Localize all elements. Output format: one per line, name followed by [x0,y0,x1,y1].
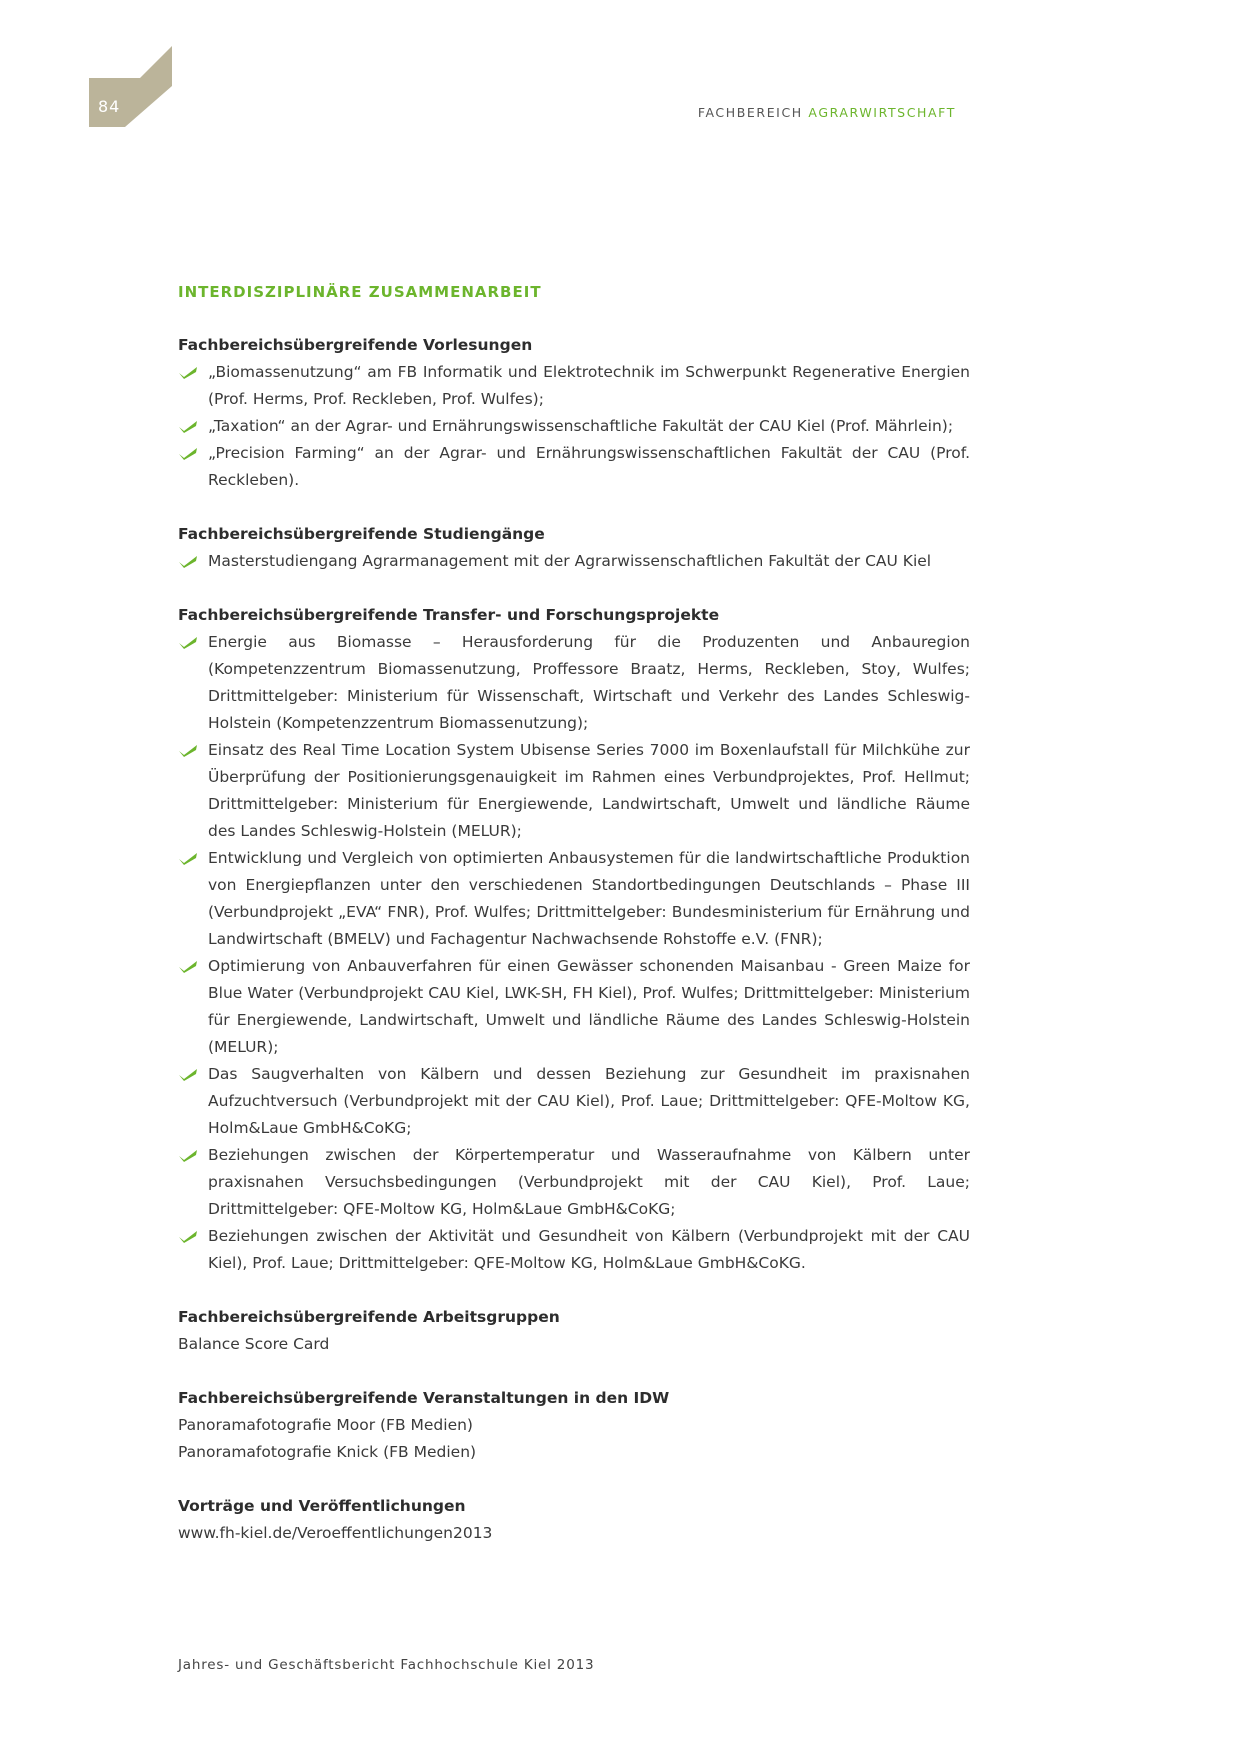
list-item [178,1061,970,1142]
list-item [178,1142,970,1223]
list-item [178,548,970,575]
publications-link[interactable]: www.fh-kiel.de/Veroeffentlichungen2013 [178,1524,493,1542]
programs-list [178,548,970,575]
list-item-text: Beziehungen zwischen der Körpertemperatur und Wasseraufnahme von Kälbern unter praxisnahen Versuchsbedingungen (Verbundprojekt mit der CAU Kiel), Prof. Laue; Drittmittelgeber: QFE-Moltow KG, Holm&Laue GmbH&CoKG; [208,1146,970,1218]
workgroups-heading: Fachbereichsübergreifende Arbeitsgruppen [178,1308,560,1326]
projects-section [178,602,970,1277]
list-item-text: Beziehungen zwischen der Aktivität und Gesundheit von Kälbern (Verbundprojekt mit der CAU Kiel), Prof. Laue; Drittmittelgeber: QFE-Moltow KG, Holm&Laue GmbH&CoKG. [208,1227,970,1272]
check-icon [178,743,198,757]
list-item-text: Optimierung von Anbauverfahren für einen Gewässer schonenden Maisanbau - Green Maize for Blue Water (Verbundprojekt CAU Kiel, LWK-SH, FH Kiel), Prof. Wulfes; Drittmittelgeber: Ministerium für Energiewende, Landwirtschaft, Umwelt und ländliche Räume des Landes Schleswig-Holstein (MELUR); [208,957,970,1056]
page-corner-shape [0,0,240,140]
list-item-text: Einsatz des Real Time Location System Ubisense Series 7000 im Boxenlaufstall für Milchkühe zur Überprüfung der Positionierungsgenauigkeit im Rahmen eines Verbundprojektes, Prof. Hellmut; Drittmittelgeber: Ministerium für Energiewende, Landwirtschaft, Umwelt und ländliche Räume des Landes Schleswig-Holstein (MELUR); [208,741,970,840]
check-icon [178,1067,198,1081]
event-line: Panoramafotografie Knick (FB Medien) [178,1443,477,1461]
publications-heading: Vorträge und Veröffentlichungen [178,1497,466,1515]
check-icon [178,554,198,568]
list-item [178,629,970,737]
section-header [698,105,956,120]
page-title: INTERDISZIPLINÄRE ZUSAMMENARBEIT [178,283,542,301]
events-heading: Fachbereichsübergreifende Veranstaltungen in den IDW [178,1389,670,1407]
section-name: AGRARWIRTSCHAFT [808,105,956,120]
check-icon [178,851,198,865]
check-icon [178,1229,198,1243]
event-line: Panoramafotografie Moor (FB Medien) [178,1416,473,1434]
page-footer: Jahres- und Geschäftsbericht Fachhochschule Kiel 2013 [178,1657,595,1673]
list-item-text: Entwicklung und Vergleich von optimierten Anbausystemen für die landwirtschaftliche Produktion von Energiepflanzen unter den verschiedenen Standortbedingungen Deutschlands – Phase III (Verbundprojekt „EVA“ FNR), Prof. Wulfes; Drittmittelgeber: Bundesministerium für Ernährung und Landwirtschaft (BMELV) und Fachagentur Nachwachsende Rohstoffe e.V. (FNR); [208,849,970,948]
publications-section [178,1493,970,1547]
list-item [178,359,970,413]
list-item [178,413,970,440]
check-icon [178,959,198,973]
check-icon [178,419,198,433]
list-item-text: Das Saugverhalten von Kälbern und dessen Beziehung zur Gesundheit im praxisnahen Aufzuchtversuch (Verbundprojekt mit der CAU Kiel), Prof. Laue; Drittmittelgeber: QFE-Moltow KG, Holm&Laue GmbH&CoKG; [208,1065,970,1137]
lectures-list [178,359,970,494]
list-item [178,1223,970,1277]
page-number: 84 [98,97,121,116]
check-icon [178,1148,198,1162]
lectures-heading: Fachbereichsübergreifende Vorlesungen [178,336,533,354]
check-icon [178,446,198,460]
programs-section [178,521,970,575]
list-item [178,953,970,1061]
projects-heading: Fachbereichsübergreifende Transfer- und Forschungsprojekte [178,606,720,624]
workgroups-section [178,1304,970,1358]
check-icon [178,635,198,649]
check-icon [178,365,198,379]
projects-list [178,629,970,1277]
list-item-text: Energie aus Biomasse – Herausforderung für die Produzenten und Anbauregion (Kompetenzzentrum Biomassenutzung, Proffessore Braatz, Herms, Reckleben, Stoy, Wulfes; Drittmittelgeber: Ministerium für Wissenschaft, Wirtschaft und Verkehr des Landes Schleswig-Holstein (Kompetenzzentrum Biomassenutzung); [208,633,970,732]
events-section [178,1385,970,1466]
main-content [178,283,970,1574]
list-item-text: „Taxation“ an der Agrar- und Ernährungswissenschaftliche Fakultät der CAU Kiel (Prof. Mährlein); [208,417,954,435]
lectures-section [178,332,970,494]
workgroup-line: Balance Score Card [178,1335,330,1353]
list-item-text: Masterstudiengang Agrarmanagement mit der Agrarwissenschaftlichen Fakultät der CAU Kiel [208,552,932,570]
section-prefix: FACHBEREICH [697,105,803,120]
programs-heading: Fachbereichsübergreifende Studiengänge [178,525,545,543]
list-item [178,845,970,953]
list-item [178,440,970,494]
list-item-text: „Precision Farming“ an der Agrar- und Ernährungswissenschaftlichen Fakultät der CAU (Prof. Reckleben). [208,444,970,489]
list-item [178,737,970,845]
list-item-text: „Biomassenutzung“ am FB Informatik und Elektrotechnik im Schwerpunkt Regenerative Energien (Prof. Herms, Prof. Reckleben, Prof. Wulfes); [208,363,970,408]
